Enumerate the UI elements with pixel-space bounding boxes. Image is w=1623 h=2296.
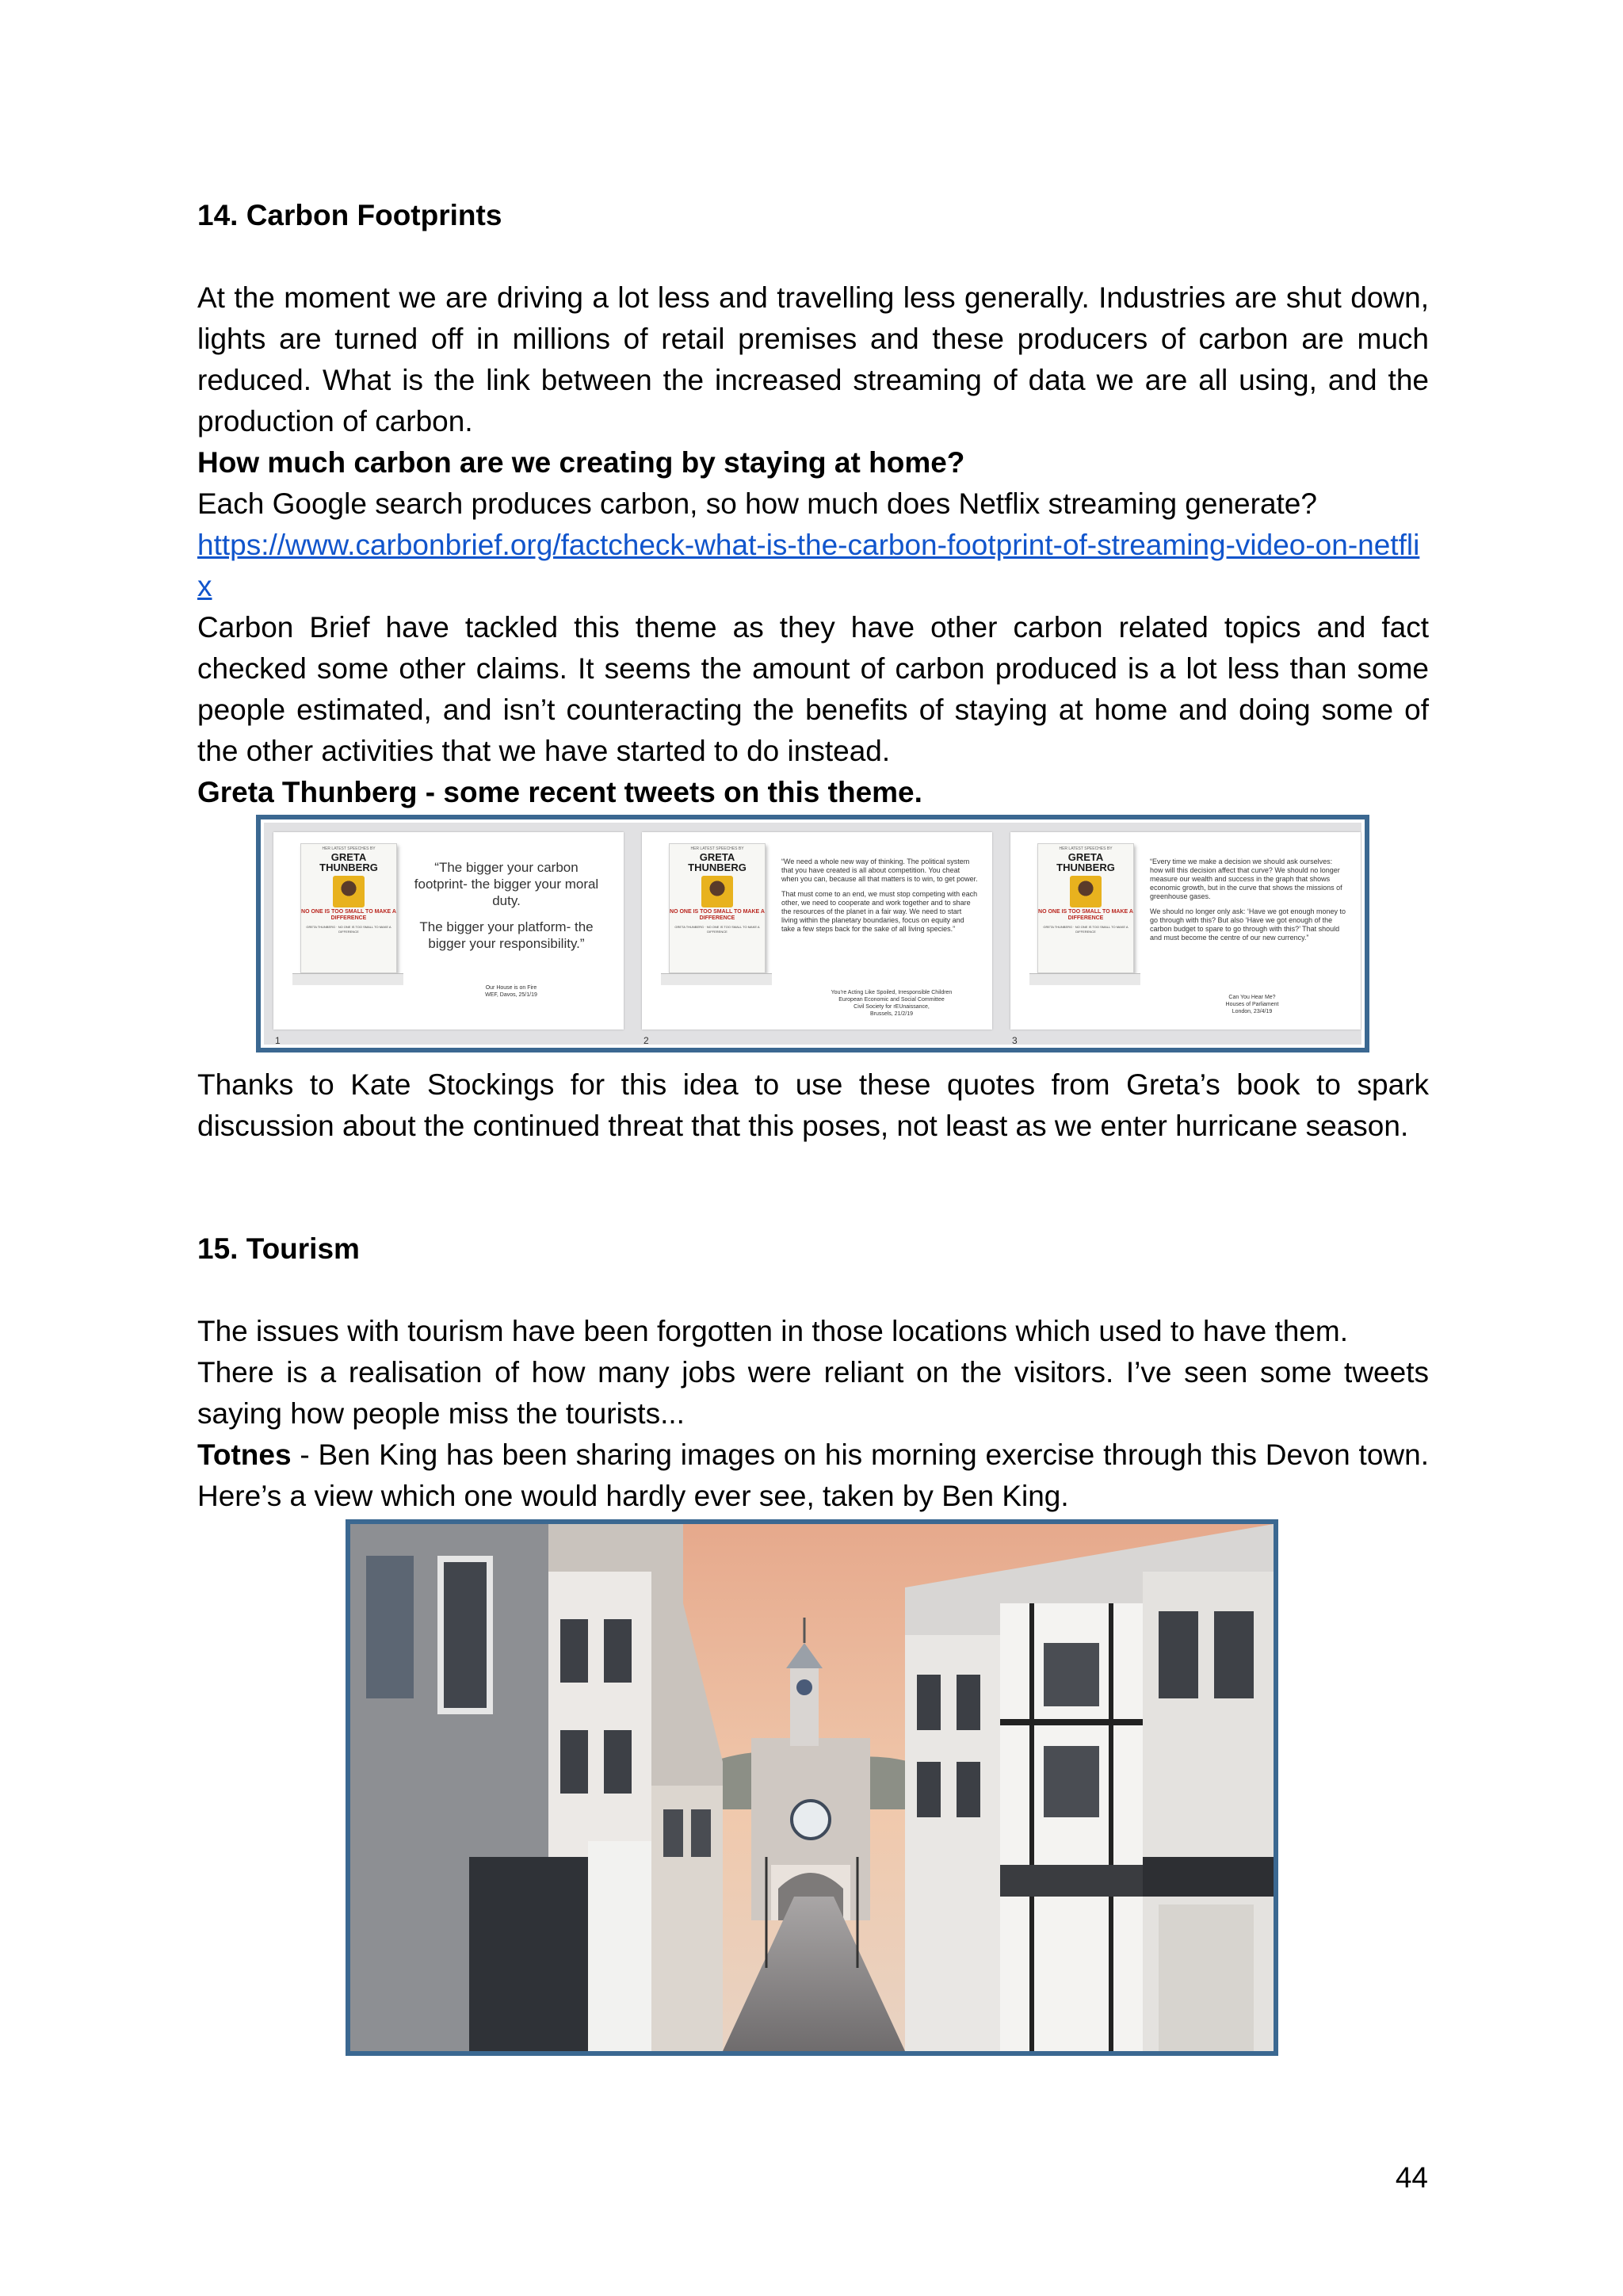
- book-shadow: [292, 973, 403, 985]
- slide-3-citation: Can You Hear Me? Houses of Parliament London, 23/4/19: [1225, 995, 1279, 1014]
- slide-1-quote: “The bigger your carbon footprint- the bigger your moral duty. The bigger your platform- the bigger your responsibility.”: [414, 860, 599, 951]
- intro-paragraph: At the moment we are driving a lot less and travelling less generally. Industries are shut down, lights are turned off in millions of retail premises and these producers of carbon are much reduced. What is the link between the increased streaming of data we are all using, and the production of carbon.: [197, 281, 1429, 437]
- totnes-text: - Ben King has been sharing images on his morning exercise through this Devon town. Here’s a view which one would hardly ever see, taken by Ben King.: [197, 1438, 1429, 1512]
- greta-heading: Greta Thunberg - some recent tweets on this theme.: [197, 776, 922, 808]
- slide-3: [1010, 832, 1361, 1030]
- section-14-body: [197, 277, 1429, 813]
- carbon-brief-paragraph: Carbon Brief have tackled this theme as they have other carbon related topics and fact checked some other claims. It seems the amount of carbon produced is a lot less than some people estimated, and isn’t counteracting the benefits of staying at home and doing some of the other activities that we have started to do instead.: [197, 611, 1429, 767]
- tourism-paragraph-1: The issues with tourism have been forgotten in those locations which used to have them.: [197, 1315, 1349, 1347]
- slides-grid: [264, 823, 1361, 1045]
- totnes-label: Totnes: [197, 1438, 292, 1471]
- tourism-paragraph-2: There is a realisation of how many jobs were reliant on the visitors. I’ve seen some tweets saying how people miss the tourists...: [197, 1356, 1429, 1430]
- totnes-street-photo: [346, 1519, 1278, 2056]
- slide-1-number: 1: [275, 1035, 281, 1046]
- slide-3-number: 3: [1012, 1035, 1018, 1046]
- slide-2: [642, 832, 992, 1030]
- google-search-line: Each Google search produces carbon, so how much does Netflix streaming generate?: [197, 487, 1317, 520]
- portrait-photo: [1070, 876, 1102, 907]
- carbonbrief-link[interactable]: https://www.carbonbrief.org/factcheck-what-is-the-carbon-footprint-of-streaming-video-on-netflix: [197, 529, 1420, 602]
- book-cover-image: HER LATEST SPEECHES BY GRETA THUNBERG NO ONE IS TOO SMALL TO MAKE A DIFFERENCE GRETA THUNBERG · NO ONE IS TOO SMALL TO MAKE A DIFFERENCE: [300, 843, 397, 973]
- portrait-photo: [333, 876, 365, 907]
- section-15-body: [197, 1311, 1429, 1517]
- slide-1: [273, 832, 624, 1030]
- book-cover-image: HER LATEST SPEECHES BY GRETA THUNBERG NO ONE IS TOO SMALL TO MAKE A DIFFERENCE GRETA THUNBERG · NO ONE IS TOO SMALL TO MAKE A DIFFERENCE: [1037, 843, 1134, 973]
- slide-3-quote: “Every time we make a decision we should ask ourselves: how will this decision affect that curve? We should no longer measure our wealth and success in the graph that shows economic growth, but in the curve that shows the missions of greenhouse gases. We should no longer only ask: ‘Have we got enough money to go through with this? But also ‘Have we got enough of the carbon budget to spare to go through with this?’ That should and must become the centre of our new currency.”: [1150, 858, 1346, 942]
- page-number: 44: [1395, 2161, 1428, 2194]
- thanks-paragraph: Thanks to Kate Stockings for this idea to use these quotes from Greta’s book to spark discussion about the continued threat that this poses, not least as we enter hurricane season.: [197, 1068, 1429, 1142]
- greta-quotes-slides: [256, 815, 1369, 1052]
- totnes-street-illustration: [350, 1524, 1274, 2051]
- book-shadow: [1029, 973, 1140, 985]
- carbon-question: How much carbon are we creating by staying at home?: [197, 446, 965, 479]
- book-cover-image: HER LATEST SPEECHES BY GRETA THUNBERG NO ONE IS TOO SMALL TO MAKE A DIFFERENCE GRETA THUNBERG · NO ONE IS TOO SMALL TO MAKE A DIFFERENCE: [669, 843, 766, 973]
- book-shadow: [661, 973, 772, 985]
- slide-1-citation: Our House is on Fire WEF, Davos, 25/1/19: [485, 985, 537, 998]
- slide-2-number: 2: [643, 1035, 649, 1046]
- totnes-paragraph: [197, 1435, 1429, 1517]
- slide-2-quote: “We need a whole new way of thinking. The political system that you have created is all about competition. You cheat when you can, because all that matters is to win, to get power. That must come to an end, we must stop competing with each other, we need to cooperate and work together and to share the resources of the planet in a fair way. We need to start living within the planetary boundaries, focus on equity and take a few steps back for the sake of all living species.”: [781, 858, 978, 933]
- portrait-photo: [701, 876, 733, 907]
- section-14-heading: 14. Carbon Footprints: [197, 199, 502, 231]
- slide-2-citation: You’re Acting Like Spoiled, Irresponsible Children European Economic and Social Committee Civil Society for rEUnaissance, Brussels, 21/2/19: [831, 990, 953, 1017]
- section-15-heading: 15. Tourism: [197, 1232, 360, 1265]
